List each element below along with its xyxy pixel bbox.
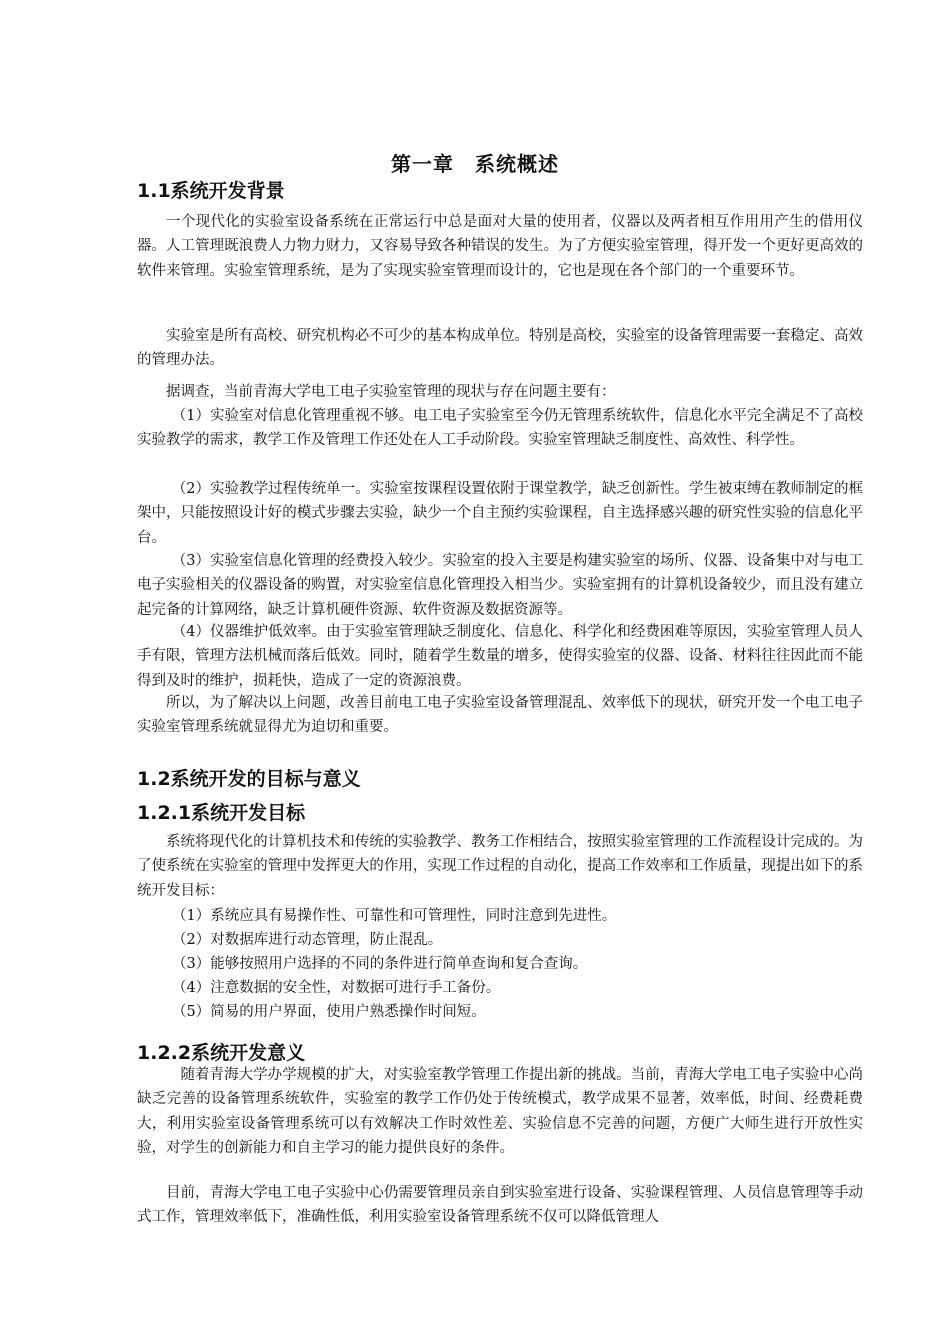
section-heading-1-2: 1.2系统开发的目标与意义 — [137, 768, 361, 790]
paragraph: 实验室是所有高校、研究机构必不可少的基本构成单位。特别是高校，实验室的设备管理需要一套稳定、高效的管理办法。 — [137, 328, 863, 369]
chapter-title: 第一章 系统概述 — [391, 152, 559, 176]
paragraph: 目前，青海大学电工电子实验中心仍需要管理员亲自到实验室进行设备、实验课程管理、人员信息管理等手动式工作，管理效率低下，准确性低，利用实验室设备管理系统不仅可以降低管理人 — [137, 1185, 863, 1226]
list-item: （5）简易的用户界面，使用户熟悉操作时间短。 — [172, 1004, 486, 1020]
paragraph: 据调查，当前青海大学电工电子实验室管理的现状与存在问题主要有： — [166, 384, 616, 400]
paragraph: 所以，为了解决以上问题，改善目前电工电子实验室设备管理混乱、效率低下的现状，研究开发一个电工电子实验室管理系统就显得尤为迫切和重要。 — [137, 695, 863, 736]
paragraph: 随着青海大学办学规模的扩大，对实验室教学管理工作提出新的挑战。当前，青海大学电工电子实验中心尚缺乏完善的设备管理系统软件，实验室的教学工作仍处于传统模式，教学成果不显著，效率低，时间、经费耗费大，利用实验室设备管理系统可以有效解决工作时效性差、实验信息不完善的问题，方便广大师生进行开放性实验，对学生的创新能力和自主学习的能力提供良好的条件。 — [137, 1067, 863, 1157]
list-item: （3）能够按照用户选择的不同的条件进行简单查询和复合查询。 — [172, 956, 588, 972]
paragraph: 系统将现代化的计算机技术和传统的实验教学、教务工作相结合，按照实验室管理的工作流程设计完成的。为了使系统在实验室的管理中发挥更大的作用，实现工作过程的自动化，提高工作效率和工作质量，现提出如下的系统开发目标： — [137, 834, 863, 899]
list-item: （4）仪器维护低效率。由于实验室管理缺乏制度化、信息化、科学化和经费困难等原因，实验室管理人员人手有限，管理方法机械而落后低效。同时，随着学生数量的增多，使得实验室的仪器、设备、材料往往因此而不能得到及时的维护，损耗快，造成了一定的资源浪费。 — [137, 624, 863, 689]
subsection-heading-1-2-2: 1.2.2系统开发意义 — [137, 1042, 306, 1064]
list-item: （1）系统应具有易操作性、可靠性和可管理性，同时注意到先进性。 — [172, 908, 617, 924]
subsection-heading-1-2-1: 1.2.1系统开发目标 — [137, 802, 306, 824]
list-item: （2）对数据库进行动态管理，防止混乱。 — [172, 932, 443, 948]
list-item: （4）注意数据的安全性，对数据可进行手工备份。 — [172, 980, 501, 996]
list-item: （2）实验教学过程传统单一。实验室按课程设置依附于课堂教学，缺乏创新性。学生被束缚在教师制定的框架中，只能按照设计好的模式步骤去实验，缺少一个自主预约实验课程，自主选择感兴趣的研究性实验的信息化平台。 — [137, 481, 863, 546]
section-heading-1-1: 1.1系统开发背景 — [137, 180, 285, 202]
list-item: （3）实验室信息化管理的经费投入较少。实验室的投入主要是构建实验室的场所、仪器、设备集中对与电工电子实验相关的仪器设备的购置，对实验室信息化管理投入相当少。实验室拥有的计算机设备较少，而且没有建立起完备的计算网络，缺乏计算机硬件资源、软件资源及数据资源等。 — [137, 553, 863, 618]
paragraph: 一个现代化的实验室设备系统在正常运行中总是面对大量的使用者，仪器以及两者相互作用用产生的借用仪器。人工管理既浪费人力物力财力，又容易导致各种错误的发生。为了方便实验室管理，得开发一个更好更高效的软件来管理。实验室管理系统，是为了实现实验室管理而设计的，它也是现在各个部门的一个重要环节。 — [137, 214, 863, 279]
list-item: （1）实验室对信息化管理重视不够。电工电子实验室至今仍无管理系统软件，信息化水平完全满足不了高校实验教学的需求，教学工作及管理工作还处在人工手动阶段。实验室管理缺乏制度性、高效性、科学性。 — [137, 408, 863, 449]
